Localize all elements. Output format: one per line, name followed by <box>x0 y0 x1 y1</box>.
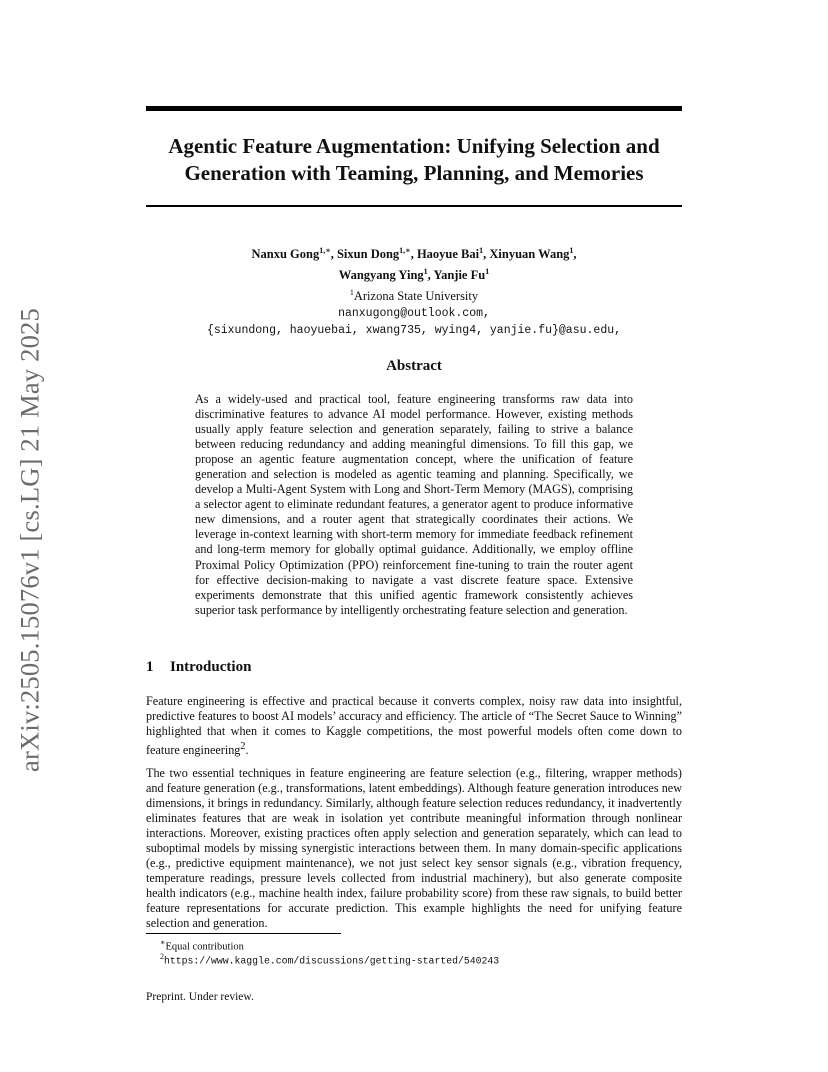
author-line-2: Wangyang Ying$^1$, Yanjie Fu$^1$ <box>338 267 490 283</box>
preprint-footer: Preprint. Under review. <box>146 991 254 1003</box>
intro-paragraph-2: The two essential techniques in feature engineering are feature selection (e.g., filtering, wrapper methods) and feature generation (e.g., transformations, latent embeddings). Although feature generation introduces new dimensions, it brings in redundancy. Similarly, although feature selection reduces redundancy, it inadvertently eliminates features that are weak in isolation yet contribute meaningful information through nonlinear interactions. Moreover, existing practices often apply selection and generation separately, which can lead to suboptimal models by missing synergistic interactions between them. In many domain-specific applications (e.g., predictive equipment maintenance), we not just select key sensor signals (e.g., vibration frequency, temperature readings, pressure levels collected from industrial machinery), but also generate composite health indicators (e.g., machine health index, failure probability score) from these raw signals, to build better feature representations for accurate prediction. This example highlights the need for unifying feature selection and generation. <box>146 766 682 931</box>
intro-paragraph-1 <box>146 694 682 758</box>
author-mark: 1 <box>569 246 574 255</box>
title-bottom-rule <box>146 205 682 207</box>
title-top-rule <box>146 106 682 111</box>
affiliation-name: Arizona State University <box>353 289 479 304</box>
abstract-heading: Abstract <box>386 358 442 374</box>
affiliation-mark: 1 <box>349 288 354 298</box>
author-mark: 1 <box>423 267 428 277</box>
section-heading <box>146 659 251 676</box>
author-line-1: Nanxu Gong$^{1,∗}$, Sixun Dong$^{1,∗}$, Haoyue Bai$^1$, Xinyuan Wang$^1$, <box>251 246 577 262</box>
author-mark: 1 <box>485 267 490 277</box>
footnote-2 <box>160 950 499 968</box>
footnote-ref: 2 <box>240 741 246 753</box>
author-name: Wangyang Ying <box>338 268 424 283</box>
footnote-text: Equal contribution <box>165 941 244 953</box>
abstract-text: As a widely-used and practical tool, feature engineering transforms raw data into discriminative features to advance AI model performance. However, existing methods usually apply feature selection and generation separately, failing to strive a balance between reducing redundancy and adding meaningful dimensions. To fill this gap, we propose an agentic feature augmentation concept, where the unification of feature generation and selection is modeled as agentic teaming and planning. Specifically, we develop a Multi-Agent System with Long and Short-Term Memory (MAGS), comprising a selector agent to eliminate redundant features, a generator agent to produce informative new dimensions, and a router agent that strategically coordinates their actions. We leverage in-context learning with short-term memory for immediate feedback refinement and long-term memory for globally optimal guidance. Additionally, we employ offline Proximal Policy Optimization (PPO) reinforcement fine-tuning to train the router agent for effective decision-making to navigate a vast discrete feature space. Extensive experiments demonstrate that this unified agentic framework consistently achieves superior task performance by intelligently orchestrating feature selection and generation. <box>195 392 633 617</box>
footnote-mark: ∗ <box>160 938 166 947</box>
paper-title: Agentic Feature Augmentation: Unifying Selection and Generation with Teaming, Planning, and Memories <box>168 134 660 185</box>
author-block <box>146 242 682 339</box>
author-mark: 1,∗ <box>319 246 331 255</box>
author-mark: 1 <box>479 246 484 255</box>
author-name: Nanxu Gong <box>251 247 320 262</box>
author-name: Yanjie Fu <box>433 268 486 283</box>
footnote-mark: 2 <box>160 952 164 961</box>
email-line-1: nanxugong@outlook.com, <box>338 307 490 321</box>
footnote-link[interactable]: https://www.kaggle.com/discussions/getting-started/540243 <box>164 955 500 967</box>
section-title: Introduction <box>170 659 252 675</box>
author-name: Xinyuan Wang <box>489 247 570 262</box>
arxiv-id: arXiv:2505.15076v1 [cs.LG] 21 May 2025 <box>14 308 45 772</box>
paragraph-text: Feature engineering is effective and practical because it converts complex, noisy raw data into insightful, predictive features to boost AI models’ accuracy and efficiency. The article of “The Secret Sauce to Winning” highlighted that when it comes to Kaggle competitions, the most powerful models often come down to feature engineering <box>146 694 682 758</box>
arxiv-sidebar-stamp <box>10 300 50 780</box>
affiliation <box>146 284 682 305</box>
email-line-2: {sixundong, haoyuebai, xwang735, wying4, yanjie.fu}@asu.edu, <box>206 324 622 338</box>
author-name: Sixun Dong <box>336 247 400 262</box>
paragraph-end: . <box>245 743 249 758</box>
footnote-rule <box>146 933 341 934</box>
author-mark: 1,∗ <box>399 246 411 255</box>
author-name: Haoyue Bai <box>416 247 480 262</box>
section-number: 1 <box>146 659 154 675</box>
